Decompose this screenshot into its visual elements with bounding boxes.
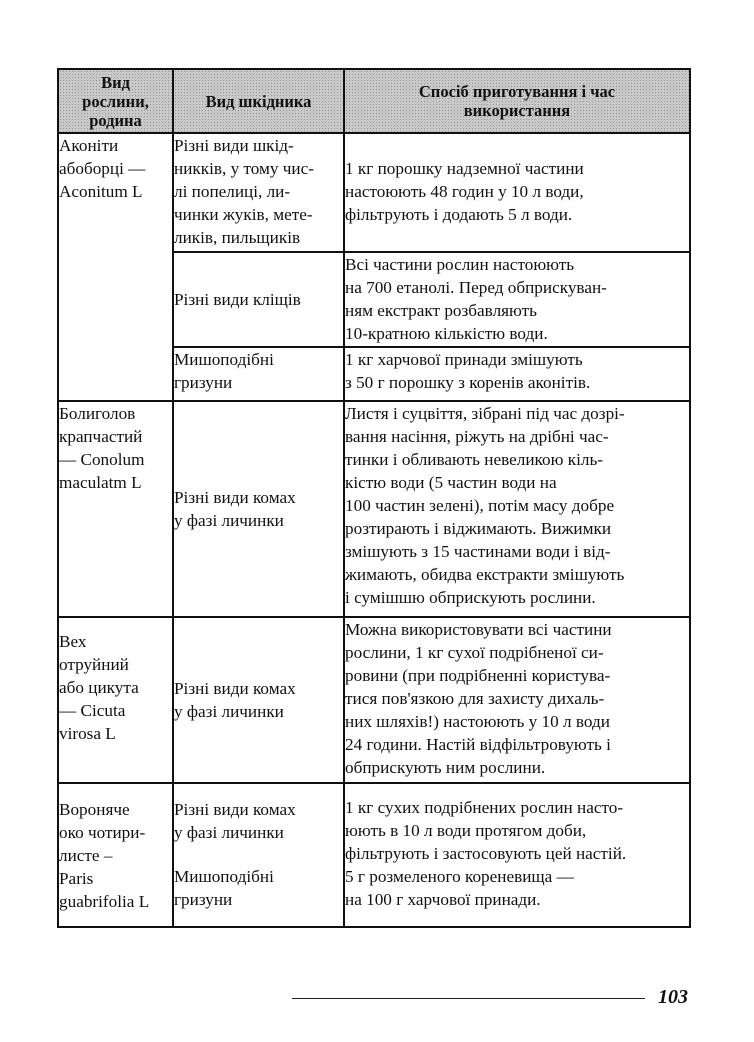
header-plant: Вид рослини, родина (58, 69, 173, 133)
footer-rule (292, 998, 645, 999)
pest-cell: Різні види комах у фазі личинки (173, 617, 344, 783)
table-row (58, 617, 690, 783)
table-row (58, 133, 690, 252)
method-cell: 1 кг порошку надземної частини настоюють 48 годин у 10 л води, фільтрують і додають 5 л води. (344, 133, 690, 252)
pest-cell: Мишоподібні гризуни (173, 347, 344, 401)
method-cell: Всі частини рослин настоюють на 700 етанолі. Перед обприскуван- ням екстракт розбавляють 10-кратною кількістю води. (344, 252, 690, 347)
plant-cell: Болиголов крапчастий — Conolum maculatm L (58, 401, 173, 617)
pest-cell: Мишоподібні гризуни (173, 865, 344, 927)
page-number: 103 (658, 986, 688, 1008)
pest-cell: Різні види комах у фазі личинки (173, 401, 344, 617)
plant-cell: Аконіти абоборці — Aconitum L (58, 133, 173, 401)
method-cell: 1 кг сухих подрібнених рослин насто- юють в 10 л води протягом доби, фільтрують і застосовують цей настій. (344, 783, 690, 865)
table-row (58, 783, 690, 865)
header-method: Спосіб приготування і час використання (344, 69, 690, 133)
plant-cell: Вех отруйний або цикута — Cicuta virosa L (58, 617, 173, 783)
method-cell: Можна використовувати всі частини рослини, 1 кг сухої подрібненої си- ровини (при подрібненні користува- тися пов'язкою для захисту дихаль- них шляхів!) настоюють у 10 л води 24 години. Настій відфільтровують і обприскують ним рослини. (344, 617, 690, 783)
plant-pest-table (57, 68, 691, 928)
header-pest: Вид шкідника (173, 69, 344, 133)
pest-cell: Різні види шкід- никків, у тому чис- лі попелиці, ли- чинки жуків, мете- ликів, пильщиків (173, 133, 344, 252)
table-header-row (58, 69, 690, 133)
pest-cell: Різні види комах у фазі личинки (173, 783, 344, 865)
method-cell: 5 г розмеленого кореневища — на 100 г харчової принади. (344, 865, 690, 927)
method-cell: 1 кг харчової принади змішують з 50 г порошку з коренів аконітів. (344, 347, 690, 401)
plant-cell: Вороняче око чотири- листе – Paris guabrifolia L (58, 783, 173, 927)
method-cell: Листя і суцвіття, зібрані під час дозрі- вання насіння, ріжуть на дрібні час- тинки і обливають невеликою кіль- кістю води (5 частин води на 100 частин зелені), потім масу добре розтирають і віджимають. Вижимки змішують з 15 частинами води і від- жимають, обидва екстракти змішують і сумішшю обприскують рослини. (344, 401, 690, 617)
table-row (58, 401, 690, 617)
pest-cell: Різні види кліщів (173, 252, 344, 347)
